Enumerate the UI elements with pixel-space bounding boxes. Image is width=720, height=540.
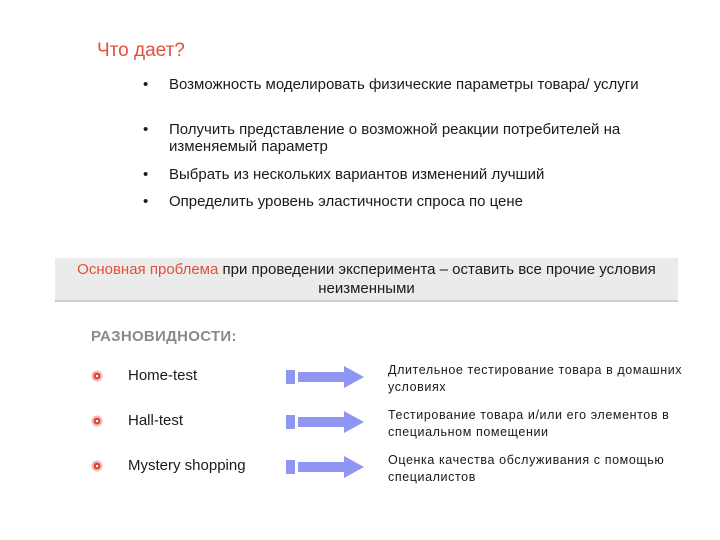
right-arrow-icon bbox=[286, 365, 366, 389]
callout-text bbox=[55, 258, 678, 298]
right-arrow-icon bbox=[286, 410, 366, 434]
callout-highlight: Основная проблема bbox=[77, 261, 219, 278]
type-description: Тестирование товара и/или его элементов в специальном помещении bbox=[388, 408, 670, 439]
callout-rest: при проведении эксперимента – оставить все прочие условия неизменными bbox=[218, 261, 656, 297]
target-bullet-icon bbox=[90, 369, 104, 383]
type-label: Home-test bbox=[128, 367, 198, 384]
bullet-text: Получить представление о возможной реакции потребителей на изменяемый параметр bbox=[169, 121, 621, 155]
type-row bbox=[0, 408, 720, 454]
bullet-dot-icon: • bbox=[143, 166, 149, 183]
type-description: Оценка качества обслуживания с помощью специалистов bbox=[388, 453, 665, 484]
type-row bbox=[0, 363, 720, 409]
types-heading: РАЗНОВИДНОСТИ: bbox=[91, 328, 237, 345]
type-label: Mystery shopping bbox=[128, 457, 246, 474]
bullet-dot-icon: • bbox=[143, 193, 149, 210]
bullet-text: Определить уровень эластичности спроса по цене bbox=[169, 193, 524, 210]
bullet-dot-icon: • bbox=[143, 76, 149, 93]
type-label: Hall-test bbox=[128, 412, 184, 429]
bullet-text: Выбрать из нескольких вариантов изменений лучший bbox=[169, 166, 545, 183]
type-description: Длительное тестирование товара в домашних условиях bbox=[388, 363, 683, 394]
bullet-dot-icon: • bbox=[143, 121, 149, 138]
bullet-text: Возможность моделировать физические параметры товара/ услуги bbox=[169, 76, 639, 93]
target-bullet-icon bbox=[90, 414, 104, 428]
slide-title: Что дает? bbox=[97, 40, 185, 61]
type-row bbox=[0, 453, 720, 499]
right-arrow-icon bbox=[286, 455, 366, 479]
callout-box bbox=[55, 258, 678, 302]
target-bullet-icon bbox=[90, 459, 104, 473]
